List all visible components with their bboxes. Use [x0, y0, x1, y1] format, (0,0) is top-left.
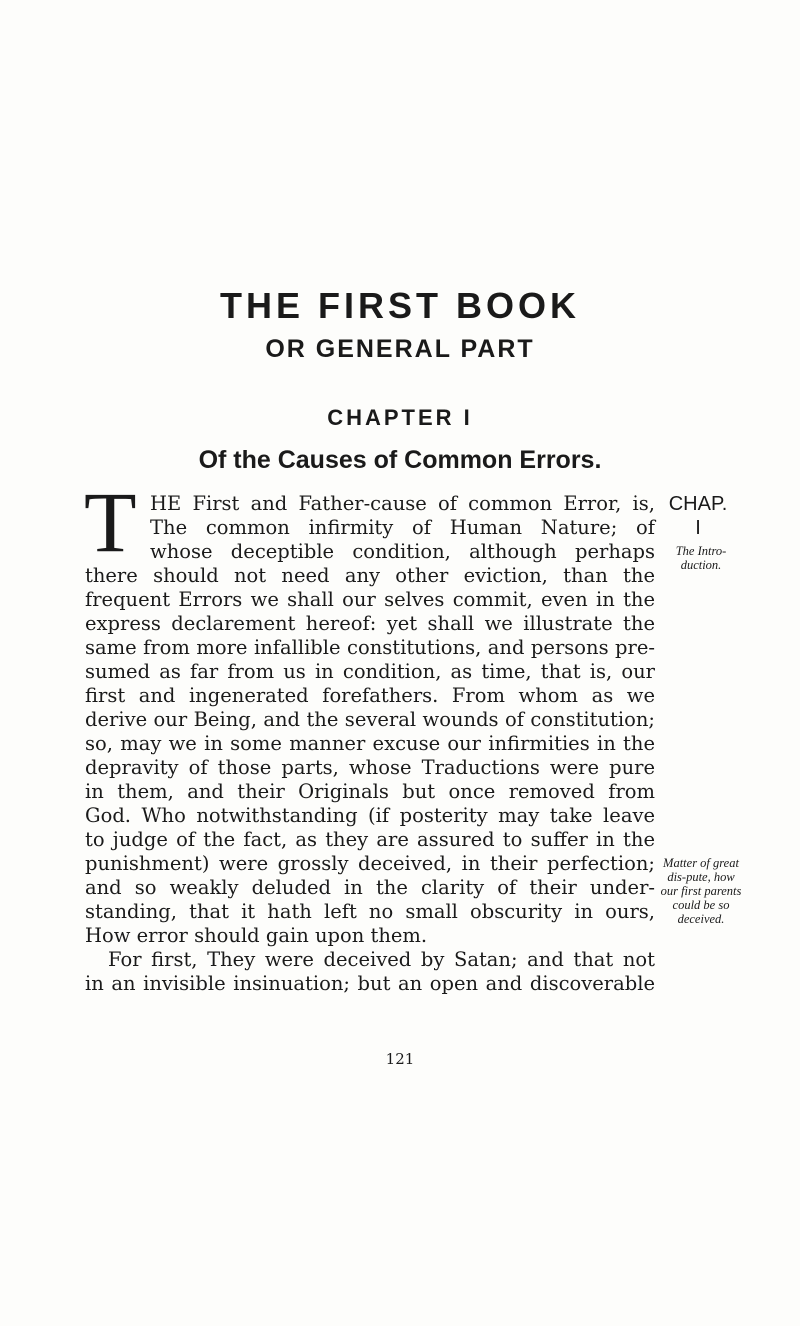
chapter-title: Of the Causes of Common Errors.	[198, 446, 602, 474]
body-line: sumed as far from us in condition, as time, that is, our	[85, 660, 655, 683]
body-line: frequent Errors we shall our selves commit, even in the	[85, 588, 655, 611]
body-line: How error should gain upon them.	[85, 924, 428, 947]
body-line: punishment) were grossly deceived, in their perfection;	[85, 852, 655, 875]
body-line: so, may we in some manner excuse our infirmities in the	[85, 732, 655, 755]
body-line: God. Who notwithstanding (if posterity may take leave	[85, 804, 655, 827]
book-title: THE FIRST BOOK	[220, 285, 580, 326]
part-title: OR GENERAL PART	[265, 335, 535, 363]
chapter-label: CHAPTER I	[327, 405, 473, 430]
body-line: same from more infallible constitutions, and persons pre-	[85, 636, 655, 659]
body-line: derive our Being, and the several wounds of constitution;	[85, 708, 655, 731]
body-line: in an invisible insinuation; but an open and discoverable	[85, 972, 655, 995]
body-line: there should not need any other eviction, than the	[85, 564, 655, 587]
body-line: in them, and their Originals but once removed from	[85, 780, 655, 803]
margin-note-intro: The Intro-duction.	[675, 544, 727, 572]
body-line: For first, They were deceived by Satan; and that not	[108, 948, 655, 971]
body-line: express declarement hereof: yet shall we illustrate the	[85, 612, 655, 635]
body-line: first and ingenerated forefathers. From whom as we	[85, 684, 655, 707]
body-line: to judge of the fact, as they are assured to suffer in the	[85, 828, 655, 851]
body-line: depravity of those parts, whose Traductions were pure	[85, 756, 655, 779]
margin-chap-label: CHAP.	[668, 493, 728, 515]
body-line: standing, that it hath left no small obscurity in ours,	[85, 900, 655, 923]
body-line: and so weakly deluded in the clarity of their under-	[85, 876, 655, 899]
body-line: whose deceptible condition, although perhaps	[150, 540, 655, 563]
body-line: The common infirmity of Human Nature; of	[150, 516, 655, 539]
margin-note-matter: Matter of great dis-pute, how our first parents could be so deceived.	[660, 856, 742, 926]
drop-cap: T	[84, 474, 137, 570]
page-number: 121	[385, 1050, 415, 1068]
body-line: HE First and Father-cause of common Error, is,	[150, 492, 655, 515]
margin-chap-number: I	[695, 517, 701, 539]
